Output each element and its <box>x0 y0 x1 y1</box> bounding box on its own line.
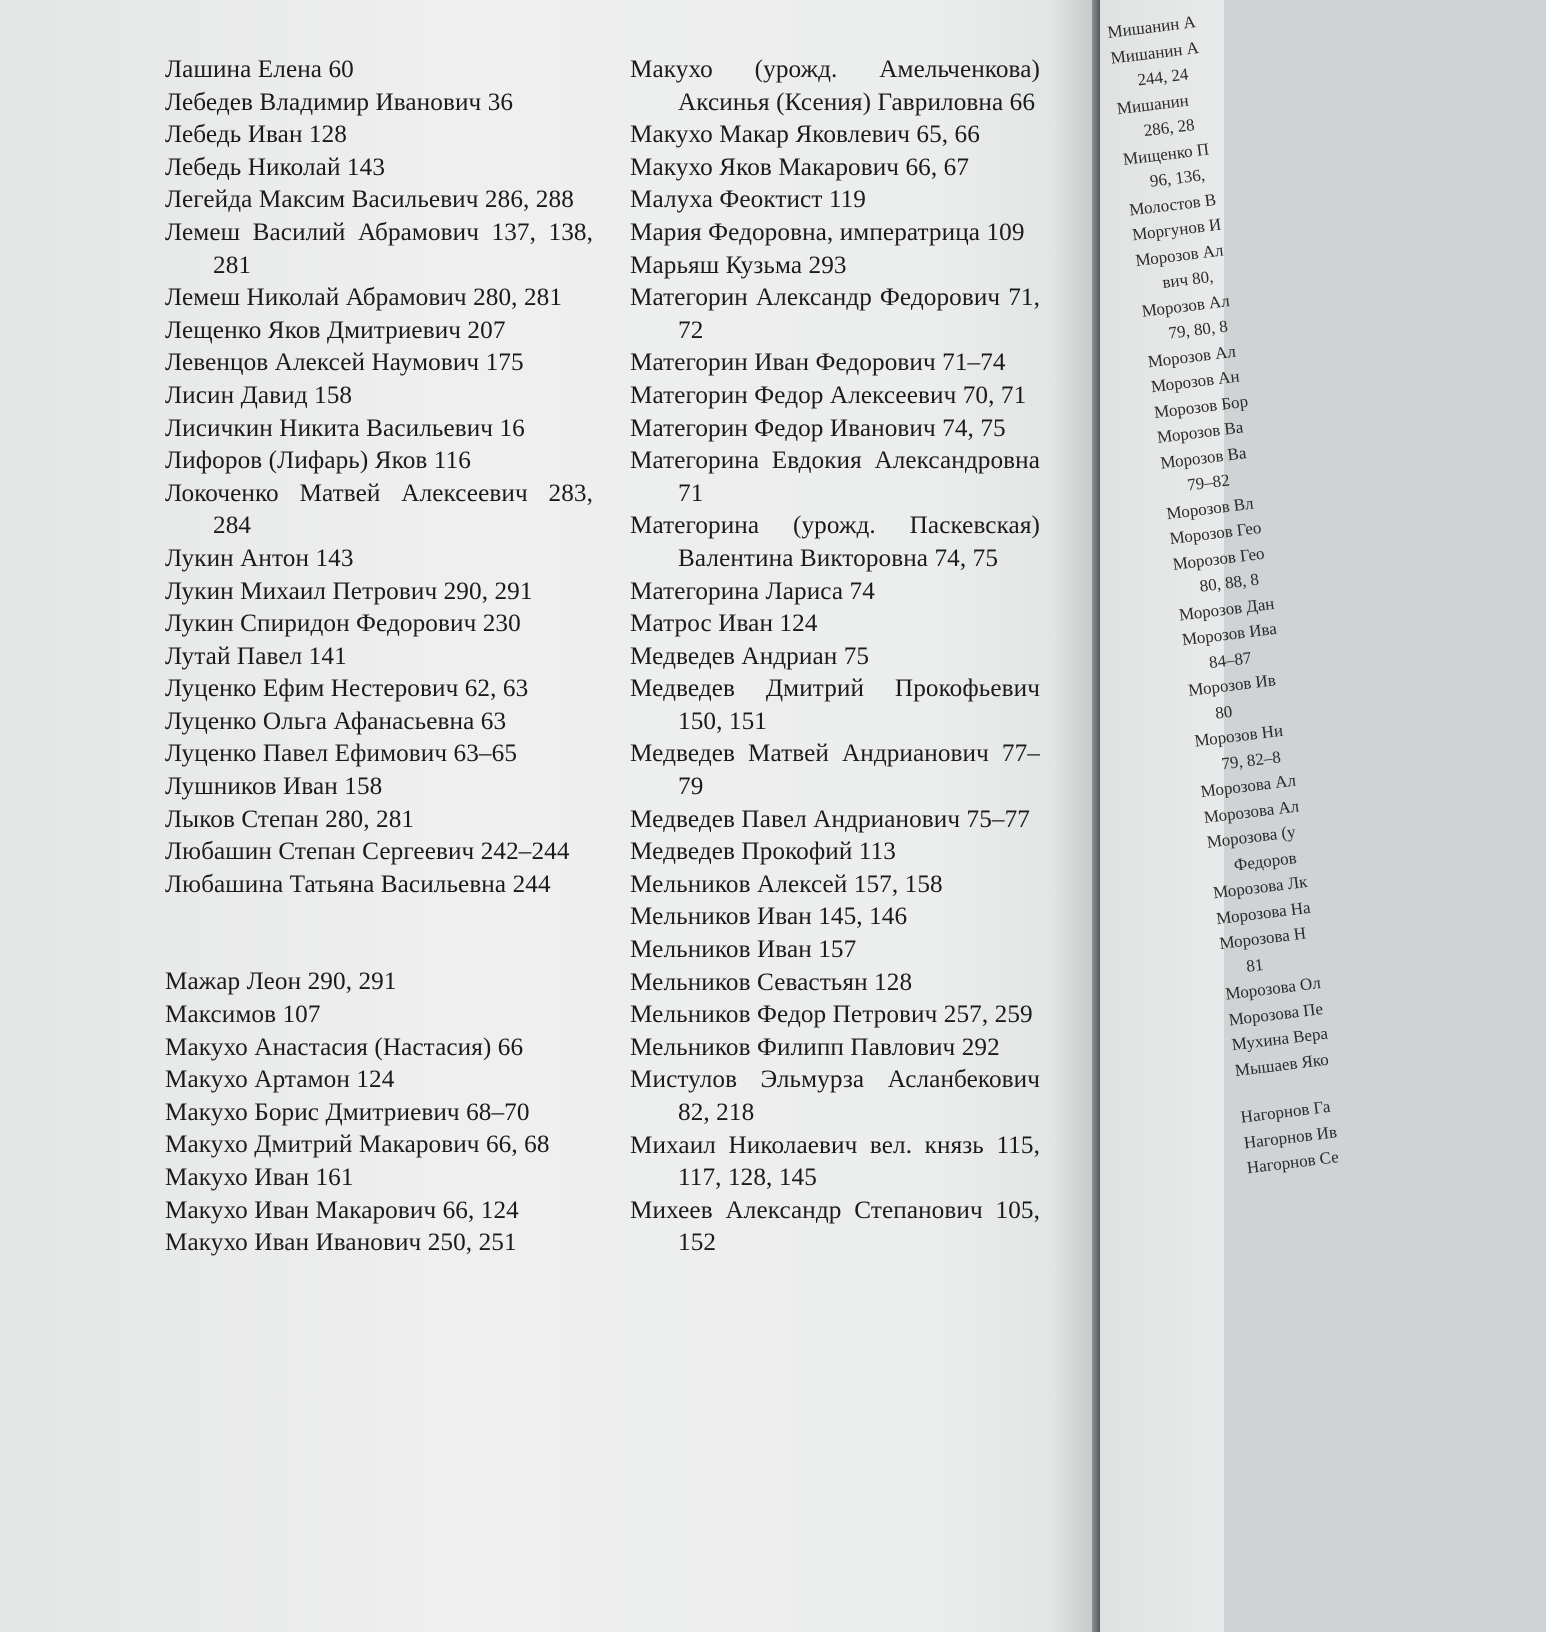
adjacent-index-entry: 286, 28 <box>1142 115 1196 141</box>
index-entry: Любашина Татьяна Васильевна 244 <box>165 870 551 898</box>
adjacent-index-entry: 84–87 <box>1207 647 1253 672</box>
index-entry: Макухо Анастасия (Настасия) 66 <box>165 1033 524 1061</box>
adjacent-index-entry: Морозов Гео <box>1168 517 1263 549</box>
adjacent-index-entry: 244, 24 <box>1136 64 1190 90</box>
index-column-left <box>165 54 593 1260</box>
adjacent-index-entry: Моргунов И <box>1131 214 1223 245</box>
adjacent-index-entry: Морозов Гео <box>1171 543 1266 574</box>
adjacent-index-entry: Морозов Ива <box>1180 618 1278 650</box>
index-entry: Макухо Борис Дмитриевич 68–70 <box>165 1098 530 1126</box>
index-entry: Матрос Иван 124 <box>630 610 818 638</box>
adjacent-index-entry: вич 80, <box>1161 266 1215 293</box>
index-entry: Макухо Артамон 124 <box>165 1066 395 1094</box>
adjacent-page-entries <box>1106 0 1546 1181</box>
adjacent-index-entry: 79, 82–8 <box>1220 746 1282 773</box>
index-entry: Локоченко Матвей Алексеевич 283, 284 <box>165 479 593 540</box>
adjacent-index-entry: Мишанин А <box>1106 12 1197 42</box>
index-entry: Медведев Андриан 75 <box>630 642 870 670</box>
index-entry: Левенцов Алексей Наумович 175 <box>165 349 524 377</box>
adjacent-index-entry: 79–82 <box>1186 470 1231 495</box>
index-column-right <box>630 54 1040 1260</box>
adjacent-index-entry: 79, 80, 8 <box>1167 316 1229 343</box>
index-entry: Мельников Федор Петрович 257, 259 <box>630 1001 1033 1029</box>
adjacent-index-entry: Морозов Ва <box>1159 442 1248 473</box>
index-entry: Максимов 107 <box>165 1001 321 1029</box>
adjacent-index-entry: 81 <box>1245 954 1265 976</box>
adjacent-index-entry: Морозов Ал <box>1140 290 1231 321</box>
index-entry: Мельников Севастьян 128 <box>630 968 913 996</box>
index-entry: Любашин Степан Сергеевич 242–244 <box>165 838 570 866</box>
index-entry: Лещенко Яков Дмитриевич 207 <box>165 316 506 344</box>
index-entry: Матегорина Евдокия Александровна 71 <box>630 447 1040 507</box>
adjacent-index-entry: Морозова Ол <box>1224 973 1322 1004</box>
adjacent-index-entry: 96, 136, <box>1148 165 1206 191</box>
index-entry: Лашина Елена 60 <box>165 56 354 83</box>
adjacent-index-entry: Морозова Лк <box>1212 871 1309 903</box>
adjacent-index-entry: Мишанин А <box>1109 37 1200 68</box>
index-entry: Луценко Ольга Афанасьевна 63 <box>165 707 507 735</box>
adjacent-index-entry: Морозов Дан <box>1177 593 1276 624</box>
adjacent-index-entry: Морозова Пе <box>1227 998 1324 1029</box>
index-entry: Лисин Давид 158 <box>165 381 353 409</box>
index-entry: Лебедь Иван 128 <box>165 121 348 149</box>
index-entry: Мария Федоровна, императрица 109 <box>630 218 1025 246</box>
index-entry: Лемеш Николай Абрамович 280, 281 <box>165 284 563 312</box>
index-entry: Медведев Матвей Андрианович 77–79 <box>630 740 1040 801</box>
index-entry: Мельников Филипп Павлович 292 <box>630 1033 1000 1061</box>
letter-section-gap <box>165 901 593 966</box>
adjacent-index-entry: Морозов Ал <box>1146 341 1237 371</box>
adjacent-index-entry: Морозов Ни <box>1193 720 1285 751</box>
index-entry: Луценко Павел Ефимович 63–65 <box>165 740 518 768</box>
index-entry: Мистулов Эльмурза Асланбекович 82, 218 <box>630 1066 1040 1126</box>
index-entry: Луценко Ефим Нестерович 62, 63 <box>165 675 529 703</box>
adjacent-page-edge <box>1100 0 1340 1632</box>
index-entry: Лукин Антон 143 <box>165 544 354 572</box>
index-entry: Мажар Леон 290, 291 <box>165 968 397 996</box>
index-entry: Михеев Александр Степанович 105, 152 <box>630 1196 1040 1257</box>
adjacent-index-entry: Морозов Вл <box>1165 493 1255 523</box>
index-entry: Макухо Макар Яковлевич 65, 66 <box>630 121 980 149</box>
index-entry: Матегорина Лариса 74 <box>630 577 875 605</box>
index-entry: Лутай Павел 141 <box>165 642 347 670</box>
adjacent-index-entry: Морозова (у <box>1205 822 1297 852</box>
index-entry: Малуха Феоктист 119 <box>630 186 866 214</box>
adjacent-index-entry: Морозов Ив <box>1187 670 1277 700</box>
index-entry: Матегорин Федор Алексеевич 70, 71 <box>630 381 1027 409</box>
index-entry: Лебедь Николай 143 <box>165 153 386 181</box>
index-entry: Лукин Спиридон Федорович 230 <box>165 610 521 638</box>
adjacent-index-entry: Мишанин <box>1115 90 1190 118</box>
adjacent-index-entry: Мышаев Яко <box>1233 1049 1330 1080</box>
adjacent-index-entry: Федоров <box>1232 847 1298 875</box>
index-entry: Легейда Максим Васильевич 286, 288 <box>165 186 574 214</box>
index-entry: Михаил Николаевич вел. князь 115, 117, 128, 145 <box>630 1131 1040 1192</box>
index-entry: Марьяш Кузьма 293 <box>630 251 847 279</box>
index-entry: Лушников Иван 158 <box>165 773 383 801</box>
index-entry: Мельников Иван 157 <box>630 936 857 964</box>
adjacent-index-entry: Мищенко П <box>1121 139 1210 169</box>
index-entry: Лисичкин Никита Васильевич 16 <box>165 414 525 442</box>
adjacent-index-entry: Морозов Ва <box>1156 417 1245 447</box>
adjacent-index-entry: Морозова Ал <box>1202 795 1300 827</box>
adjacent-index-entry: Морозова Ал <box>1199 770 1297 802</box>
adjacent-index-entry: Нагорнов Га <box>1239 1096 1332 1127</box>
index-entry: Медведев Дмитрий Прокофьевич 150, 151 <box>630 675 1040 735</box>
index-entry: Медведев Прокофий 113 <box>630 838 896 866</box>
index-entry: Лукин Михаил Петрович 290, 291 <box>165 577 533 605</box>
adjacent-index-entry: Морозова На <box>1215 897 1312 928</box>
adjacent-index-entry: Морозова Н <box>1218 923 1308 953</box>
adjacent-index-entry: 80, 88, 8 <box>1198 569 1260 596</box>
index-entry: Медведев Павел Андрианович 75–77 <box>630 805 1030 833</box>
adjacent-index-entry: Мухина Вера <box>1230 1023 1329 1055</box>
adjacent-index-entry: Нагорнов Се <box>1245 1147 1340 1178</box>
index-entry: Матегорина (урожд. Паскевская) Валентина Викторовна 74, 75 <box>630 512 1040 572</box>
index-entry: Мельников Иван 145, 146 <box>630 903 908 931</box>
index-entry: Макухо Иван Иванович 250, 251 <box>165 1229 517 1257</box>
index-entry: Мельников Алексей 157, 158 <box>630 870 943 898</box>
index-entry: Матегорин Иван Федорович 71–74 <box>630 349 1006 377</box>
index-entry: Лифоров (Лифарь) Яков 116 <box>165 447 471 475</box>
adjacent-index-entry: Молостов В <box>1128 189 1218 220</box>
index-entry: Лебедев Владимир Иванович 36 <box>165 88 514 116</box>
index-entry: Макухо Иван 161 <box>165 1164 354 1191</box>
index-entry: Макухо Иван Макарович 66, 124 <box>165 1196 519 1224</box>
adjacent-index-entry: Морозов Ал <box>1134 239 1225 270</box>
index-entry: Макухо Яков Макарович 66, 67 <box>630 153 970 181</box>
adjacent-index-entry: Морозов Ан <box>1149 366 1241 397</box>
adjacent-index-entry: 80 <box>1214 701 1234 723</box>
book-spine <box>1092 0 1100 1632</box>
index-entry: Матегорин Федор Иванович 74, 75 <box>630 414 1006 442</box>
adjacent-index-entry: Нагорнов Ив <box>1242 1121 1338 1152</box>
index-entry: Макухо Дмитрий Макарович 66, 68 <box>165 1131 550 1159</box>
index-entry: Матегорин Александр Федорович 71, 72 <box>630 284 1040 344</box>
index-entry: Лыков Степан 280, 281 <box>165 805 415 833</box>
index-entry: Макухо (урожд. Амельченкова) Аксинья (Ксения) Гавриловна 66 <box>630 56 1040 116</box>
index-entry: Лемеш Василий Абрамович 137, 138, 281 <box>165 218 593 279</box>
adjacent-index-entry: Морозов Бор <box>1152 391 1249 422</box>
